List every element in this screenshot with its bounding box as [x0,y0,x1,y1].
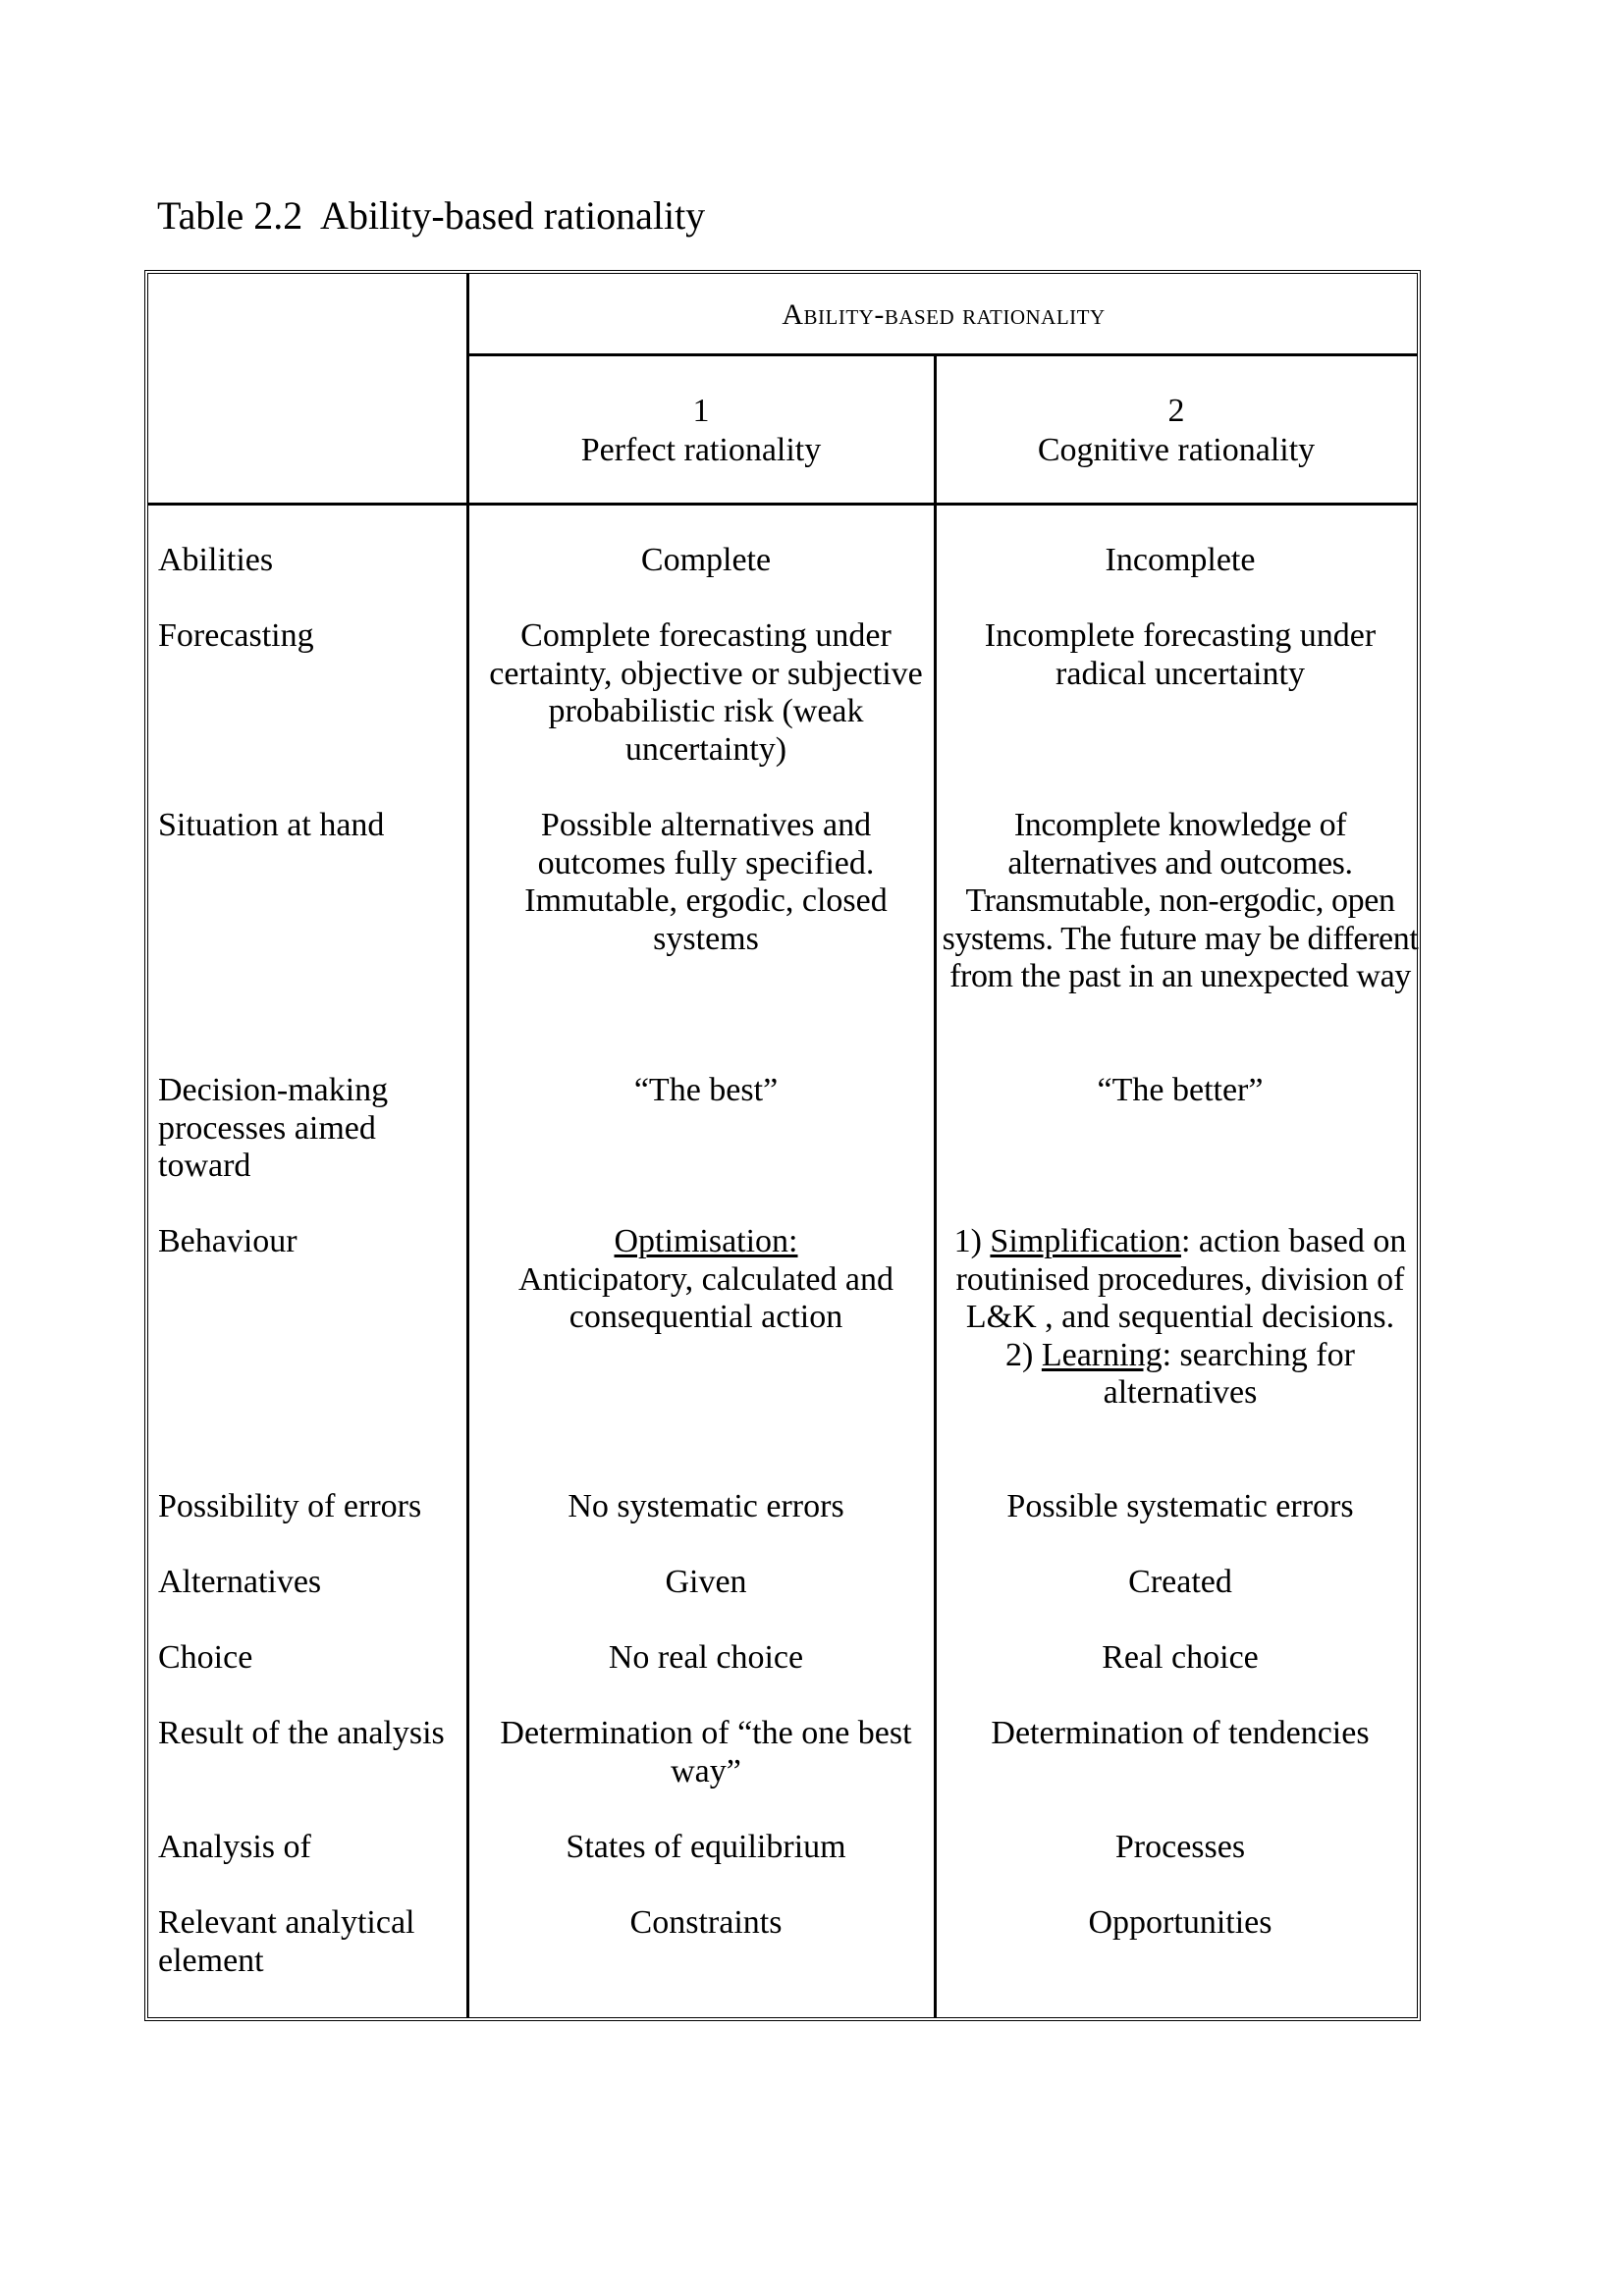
item-number: 2) [1005,1336,1034,1373]
item-heading: Simplification [990,1223,1181,1259]
perfect-cell [474,1223,938,1337]
perfect-cell: Possible alternatives and outcomes fully specified. Immutable, ergodic, closed systems [524,807,888,957]
item-number: 1) [953,1223,982,1259]
perfect-cell: Complete [640,542,772,578]
table-caption: Table 2.2 Ability-based rationality [157,193,706,238]
perfect-cell: States of equilibrium [566,1829,846,1865]
item-text: : action based on routinised procedures, division of L&K , and sequential decisions. [955,1223,1407,1335]
header-divider [466,353,1417,356]
perfect-cell: Complete forecasting under certainty, objective or subjective probabilistic risk (weak uncertainty) [489,617,923,768]
row-label: Result of the analysis [158,1715,445,1751]
row-label: Choice [158,1639,253,1676]
column-divider-1 [466,274,469,2017]
column-number: 1 [692,393,710,429]
cognitive-cell: Incomplete [1105,542,1256,578]
cell-heading: Optimisation: [614,1223,798,1259]
behaviour-item-2 [944,1337,1417,1413]
row-label: Decision-making processes aimed toward [158,1072,389,1184]
header-bottom-rule [148,503,1417,506]
cognitive-cell [944,1223,1417,1413]
cognitive-cell: Created [1128,1564,1232,1600]
cognitive-cell: Opportunities [1088,1904,1272,1941]
rationality-table [144,270,1421,2021]
row-label: Forecasting [158,617,314,654]
row-label: Alternatives [158,1564,322,1600]
perfect-cell: No real choice [608,1639,804,1676]
perfect-cell: Given [665,1564,747,1600]
perfect-cell: “The best” [633,1072,779,1108]
behaviour-item-1 [944,1223,1417,1337]
row-label: Relevant analytical element [158,1904,415,1979]
cognitive-cell: Possible systematic errors [1006,1488,1354,1524]
row-label: Situation at hand [158,807,385,843]
cognitive-cell: Processes [1114,1829,1246,1865]
perfect-cell: Determination of “the one best way” [500,1715,912,1789]
cognitive-cell: Incomplete knowledge of alternatives and outcomes. Transmutable, non-ergodic, open systems. The future may be different from the past in an unexpected way [942,807,1419,994]
cognitive-cell: “The better” [1097,1072,1264,1108]
column-header-perfect [468,392,934,470]
perfect-cell: No systematic errors [568,1488,844,1524]
row-label: Possibility of errors [158,1488,422,1524]
item-text: : searching for alternatives [1103,1336,1355,1411]
row-label: Abilities [158,542,274,578]
row-label: Behaviour [158,1223,298,1259]
column-number: 2 [1167,393,1185,429]
group-header: Ability-based rationality [782,298,1106,331]
cognitive-cell: Incomplete forecasting under radical uncertainty [984,617,1377,692]
perfect-cell: Constraints [629,1904,783,1941]
cell-text: Anticipatory, calculated and consequential action [517,1260,894,1335]
column-title: Cognitive rationality [1037,432,1316,468]
cognitive-cell: Real choice [1102,1639,1259,1676]
cognitive-cell: Determination of tendencies [991,1715,1370,1751]
item-heading: Learning [1041,1336,1163,1373]
column-header-cognitive [936,392,1417,470]
row-label: Analysis of [158,1829,311,1865]
column-title: Perfect rationality [580,432,822,468]
